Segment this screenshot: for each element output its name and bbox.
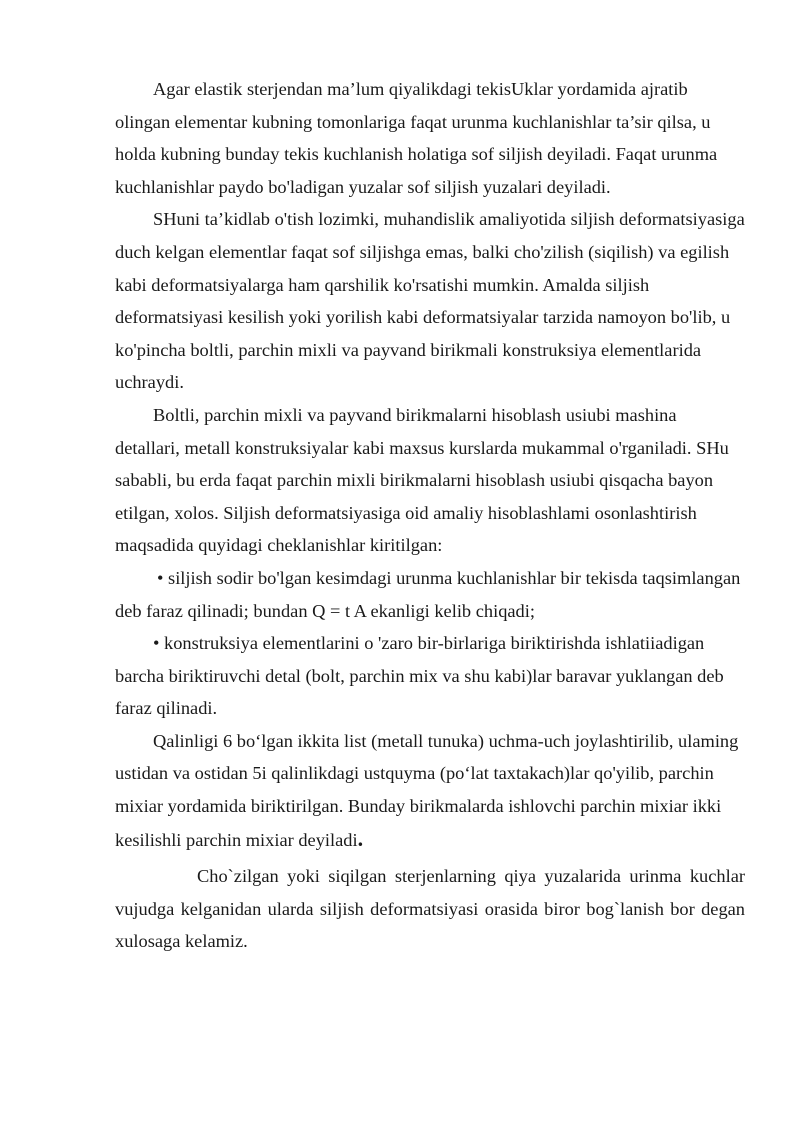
paragraph-final-period: .: [357, 825, 364, 851]
paragraph-conclusion: Cho`zilgan yoki siqilgan sterjenlarning qiya yuzalarida urinma kuchlar vujudga kelganidan ularda siljish deformatsiyasi orasida biror bog`lanish bor degan xulosaga kelamiz.: [115, 866, 745, 952]
paragraph-double-shear-rivets: [115, 725, 745, 856]
paragraph-engineering-practice: SHuni ta’kidlab o'tish lozimki, muhandislik amaliyotida siljish deformatsiyasiga duch kelgan elementlar faqat sof siljishga emas, balki cho'zilish (siqilish) va egilish kabi deformatsiyalarga ham qarshilik ko'rsatishi mumkin. Amalda siljish deformatsiyasi kesilish yoki yorilish kabi deformatsiyalar tarzida namoyon bo'lib, u ko'pincha boltli, parchin mixli va payvand birikmali konstruksiya elementlarida uchraydi.: [115, 209, 745, 393]
paragraph-joint-calculation: Boltli, parchin mixli va payvand birikmalarni hisoblash usiubi mashina detallari, metall konstruksiyalar kabi maxsus kurslarda mukammal o'rganiladi. SHu sababli, bu erda faqat parchin mixli birikmalarni hisoblash usiubi qisqacha bayon etilgan, xolos. Siljish deformatsiyasiga oid amaliy hisoblashlami osonlashtirish maqsadida quyidagi cheklanishlar kiritilgan:: [115, 404, 729, 556]
bullet-uniform-distribution: • siljish sodir bo'lgan kesimdagi urunma kuchlanishlar bir tekisda taqsimlangan deb faraz qilinadi; bundan Q = t A ekanligi kelib chiqadi;: [115, 567, 741, 621]
bullet-equal-loading: • konstruksiya elementlarini o 'zaro bir-birlariga biriktirishda ishlatiiadigan barcha biriktiruvchi detal (bolt, parchin mix va shu kabi)lar baravar yuklangan deb faraz qilinadi.: [115, 633, 724, 719]
paragraph-double-shear-text: Qalinligi 6 bo‘lgan ikkita list (metall tunuka) uchma-uch joylashtirilib, ulaming ustidan va ostidan 5i qalinlikdagi ustquyma (po‘lat taxtakach)lar qo'yilib, parchin mixiar yordamida biriktirilgan. Bunday birikmalarda ishlovchi parchin mixiar ikki kesilishli parchin mixiar deyiladi: [115, 730, 739, 850]
paragraph-pure-shear: Agar elastik sterjendan ma’lum qiyalikdagi tekisUklar yordamida ajratib olingan elementar kubning tomonlariga faqat urunma kuchlanishlar ta’sir qilsa, u holda kubning bunday tekis kuchlanish holatiga sof siljish deyiladi. Faqat urunma kuchlanishlar paydo bo'ladigan yuzalar sof siljish yuzalari deyiladi.: [115, 79, 718, 197]
document-body: [115, 73, 745, 958]
